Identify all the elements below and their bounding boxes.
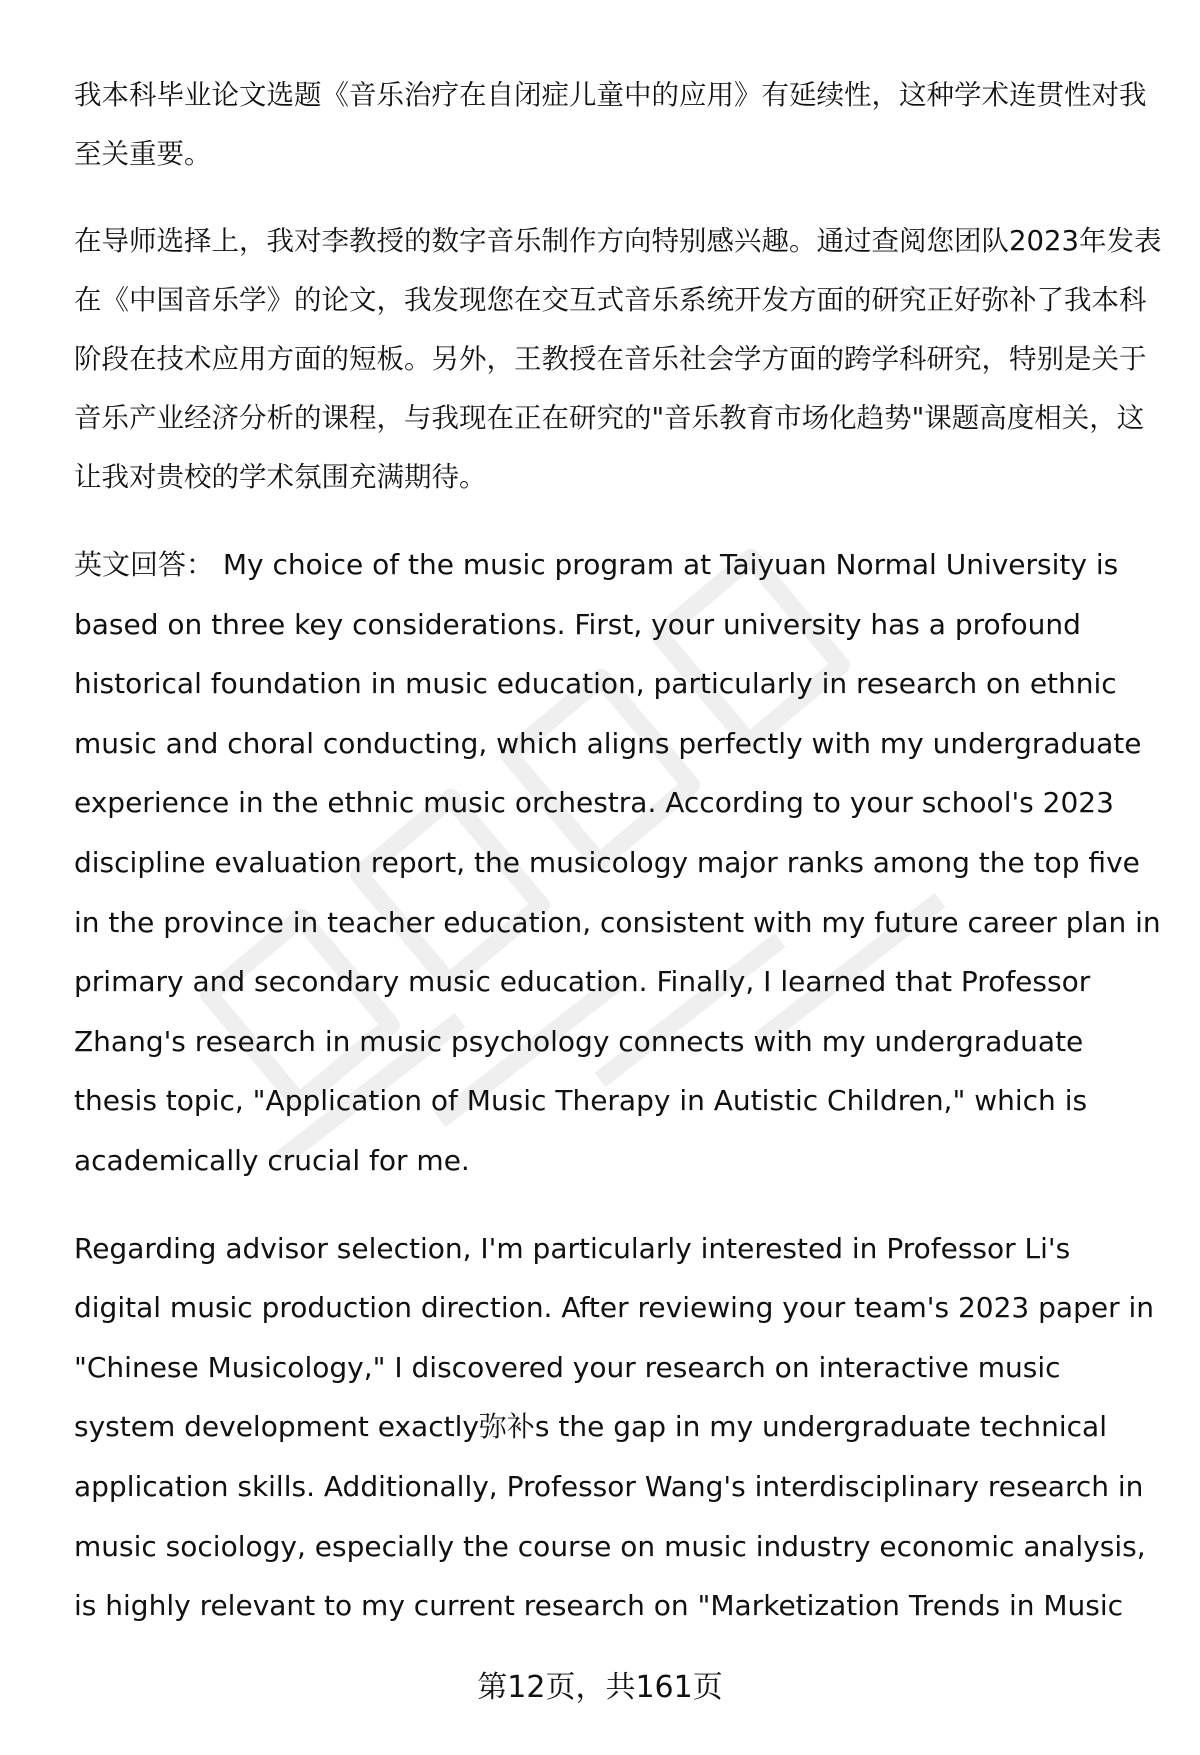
page-number-footer: 第12页，共161页 xyxy=(477,1670,723,1705)
document-body xyxy=(74,66,1164,1664)
paragraph-thesis-continuity: 我本科毕业论文选题《音乐治疗在自闭症儿童中的应用》有延续性，这种学术连贯性对我至关重要。 xyxy=(74,79,1147,170)
paragraph-english-answer: 英文回答： My choice of the music program at Taiyuan Normal University is based on three key considerations. First, your university has a profound historical foundation in music education, particularly in research on ethnic music and choral conducting, which aligns perfectly with my undergraduate experience in the ethnic music orchestra. According to your school's 2023 discipline evaluation report, the musicology major ranks among the top five in the province in teacher education, consistent with my future career plan in primary and secondary music education. Finally, I learned that Professor Zhang's research in music psychology connects with my undergraduate thesis topic, "Application of Music Therapy in Autistic Children," which is academically crucial for me. xyxy=(74,548,1161,1177)
paragraph-advisor-selection-en: Regarding advisor selection, I'm particularly interested in Professor Li's digital music production direction. After reviewing your team's 2023 paper in "Chinese Musicology," I discovered your research on interactive music system development exactly弥补s the gap in my undergraduate technical application skills. Additionally, Professor Wang's interdisciplinary research in music sociology, especially the course on music industry economic analysis, is highly relevant to my current research on "Marketization Trends in Music xyxy=(74,1231,1155,1623)
paragraph-advisor-selection-zh: 在导师选择上，我对李教授的数字音乐制作方向特别感兴趣。通过查阅您团队2023年发表在《中国音乐学》的论文，我发现您在交互式音乐系统开发方面的研究正好弥补了我本科阶段在技术应用方面的短板。另外，王教授在音乐社会学方面的跨学科研究，特别是关于音乐产业经济分析的课程，与我现在正在研究的"音乐教育市场化趋势"课题高度相关，这让我对贵校的学术氛围充满期待。 xyxy=(74,225,1162,493)
